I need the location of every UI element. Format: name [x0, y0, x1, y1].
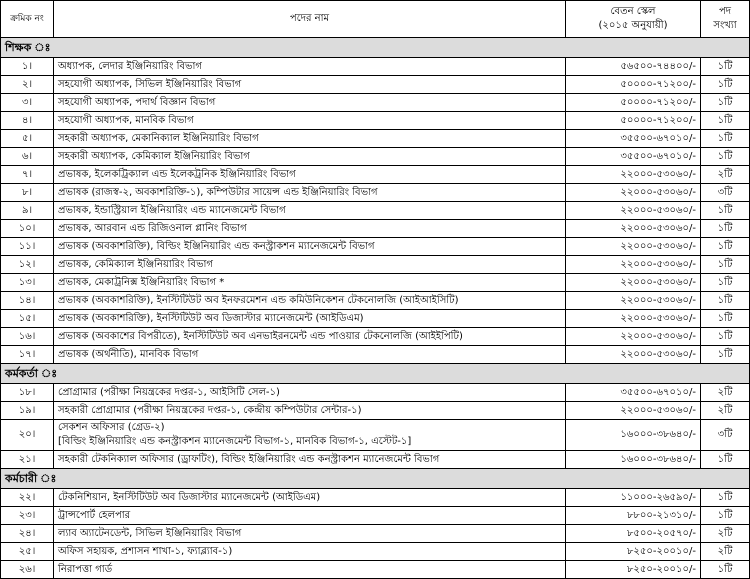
- post-count-cell: ১টি: [701, 507, 750, 525]
- post-count-cell: ৩টি: [701, 420, 750, 451]
- post-count-cell: ১টি: [701, 130, 750, 148]
- post-name-cell: সহকারী প্রোগ্রামার (পরীক্ষা নিয়ন্ত্রকের দপ্তর-১, কেন্দ্রীয় কম্পিউটার সেন্টার-১): [54, 402, 566, 420]
- table-row: [1, 220, 750, 238]
- post-count-cell: ২টি: [701, 543, 750, 561]
- table-row: [1, 451, 750, 469]
- post-count-cell: ২টি: [701, 525, 750, 543]
- pay-scale-cell: ৫০০০০-৭১২০০/-: [566, 94, 701, 112]
- serial-cell: ১০।: [1, 220, 54, 238]
- post-count-cell: ১টি: [701, 256, 750, 274]
- post-name-cell: সহযোগী অধ্যাপক, মানবিক বিভাগ: [54, 112, 566, 130]
- pay-scale-cell: ২২০০০-৫৩০৬০/-: [566, 292, 701, 310]
- post-name-cell: সহকারী অধ্যাপক, কেমিক্যাল ইঞ্জিনিয়ারিং বিভাগ: [54, 148, 566, 166]
- post-name-cell: সহকারী অধ্যাপক, মেকানিক্যাল ইঞ্জিনিয়ারিং বিভাগ: [54, 130, 566, 148]
- post-count-cell: ১টি: [701, 58, 750, 76]
- post-count-cell: ১টি: [701, 202, 750, 220]
- pay-scale-cell: ৮৮০০-২১৩১০/-: [566, 507, 701, 525]
- serial-cell: ১৫।: [1, 310, 54, 328]
- serial-cell: ১২।: [1, 256, 54, 274]
- table-row: [1, 58, 750, 76]
- serial-cell: ১৬।: [1, 328, 54, 346]
- post-count-cell: ২টি: [701, 166, 750, 184]
- pay-scale-cell: ২২০০০-৫৩০৬০/-: [566, 328, 701, 346]
- table-row: [1, 507, 750, 525]
- table-row: [1, 346, 750, 364]
- serial-cell: ১৪।: [1, 292, 54, 310]
- table-row: [1, 166, 750, 184]
- post-count-cell: ১টি: [701, 112, 750, 130]
- post-name-cell: ট্রান্সপোর্ট হেলপার: [54, 507, 566, 525]
- table-row: [1, 130, 750, 148]
- table-row: [1, 112, 750, 130]
- pay-scale-cell: ৮২৫০-২০০১০/-: [566, 561, 701, 579]
- post-name-cell: প্রভাষক (অবকাশের বিপরীতে), ইনস্টিটিউট অব এনভাইরনমেন্ট এন্ড পাওয়ার টেকনোলজি (আইইপিটি): [54, 328, 566, 346]
- header-pay-scale-line2: (২০১৫ অনুযায়ী): [598, 20, 668, 31]
- post-name-cell: অফিস সহায়ক, প্রশাসন শাখা-১, ফ্যাব্ল্যাব-১): [54, 543, 566, 561]
- table-row: [1, 76, 750, 94]
- pay-scale-cell: ২২০০০-৫৩০৬০/-: [566, 346, 701, 364]
- serial-cell: ২১।: [1, 451, 54, 469]
- table-row: [1, 94, 750, 112]
- pay-scale-cell: ৮৫০০-২০৫৭০/-: [566, 525, 701, 543]
- post-count-cell: ১টি: [701, 489, 750, 507]
- pay-scale-cell: ১৬০০০-৩৮৬৪০/-: [566, 451, 701, 469]
- serial-cell: ২৪।: [1, 525, 54, 543]
- pay-scale-cell: ২২০০০-৫৩০৬০/-: [566, 402, 701, 420]
- post-count-cell: ১টি: [701, 148, 750, 166]
- serial-cell: ২৬।: [1, 561, 54, 579]
- serial-cell: ৮।: [1, 184, 54, 202]
- serial-cell: ৭।: [1, 166, 54, 184]
- post-count-cell: ১টি: [701, 220, 750, 238]
- pay-scale-cell: ৩৫৫০০-৬৭০১০/-: [566, 148, 701, 166]
- serial-cell: ৯।: [1, 202, 54, 220]
- section-header-row: [1, 38, 750, 58]
- pay-scale-cell: ৩৫৫০০-৬৭০১০/-: [566, 384, 701, 402]
- header-pay-scale-line1: বেতন স্কেল: [610, 6, 656, 17]
- header-post-name: পদের নাম: [54, 1, 566, 38]
- header-serial: ক্রমিক নং: [1, 1, 54, 38]
- pay-scale-cell: ৫৬৫০০-৭৪৪০০/-: [566, 58, 701, 76]
- section-header-row: [1, 469, 750, 489]
- pay-scale-cell: ৫০০০০-৭১২০০/-: [566, 76, 701, 94]
- table-row: [1, 274, 750, 292]
- post-name-cell: প্রভাষক (রাজস্ব-২, অবকাশরিক্তি-১), কম্পিউটার সায়েন্স এন্ড ইঞ্জিনিয়ারিং বিভাগ: [54, 184, 566, 202]
- post-count-cell: ১টি: [701, 310, 750, 328]
- header-post-count-line2: সংখ্যা: [713, 20, 737, 31]
- post-name-line2: [বিল্ডিং ইঞ্জিনিয়ারিং এন্ড কনস্ট্রাকশন ম্যানেজমেন্ট বিভাগ-১, মানবিক বিভাগ-১, এস্টেট-১]: [58, 436, 412, 447]
- pay-scale-cell: ২২০০০-৫৩০৬০/-: [566, 220, 701, 238]
- post-count-cell: ২টি: [701, 402, 750, 420]
- post-count-cell: ১টি: [701, 292, 750, 310]
- serial-cell: ১১।: [1, 238, 54, 256]
- post-name-cell: প্রভাষক, ইন্ডাস্ট্রিয়াল ইঞ্জিনিয়ারিং এন্ড ম্যানেজমেন্ট বিভাগ: [54, 202, 566, 220]
- serial-cell: ২০।: [1, 420, 54, 451]
- post-name-cell: অধ্যাপক, লেদার ইঞ্জিনিয়ারিং বিভাগ: [54, 58, 566, 76]
- table-header-row: [1, 1, 750, 38]
- post-name-cell: প্রভাষক (অবকাশরিক্তি), ইনস্টিটিউট অব ইনফরমেশন এন্ড কমিউনিকেশন টেকনোলজি (আইআইসিটি): [54, 292, 566, 310]
- table-row: [1, 292, 750, 310]
- header-post-count: [701, 1, 750, 38]
- post-name-cell: সহকারী টেকনিক্যাল অফিসার (ড্রাফটিং), বিল্ডিং ইঞ্জিনিয়ারিং এন্ড কনস্ট্রাকশন ম্যানেজমেন্ট বিভাগ: [54, 451, 566, 469]
- pay-scale-cell: ১৬০০০-৩৮৬৪০/-: [566, 420, 701, 451]
- table-row: [1, 238, 750, 256]
- post-name-cell: টেকনিশিয়ান, ইনস্টিটিউট অব ডিজাস্টার ম্যানেজমেন্ট (আইডিএম): [54, 489, 566, 507]
- serial-cell: ১।: [1, 58, 54, 76]
- serial-cell: ৩।: [1, 94, 54, 112]
- post-count-cell: ১টি: [701, 274, 750, 292]
- table-row: [1, 525, 750, 543]
- table-row: [1, 256, 750, 274]
- post-count-cell: ১টি: [701, 238, 750, 256]
- section-title: কর্মকর্তা ঃ: [1, 364, 750, 384]
- post-name-cell: নিরাপত্তা গার্ড: [54, 561, 566, 579]
- serial-cell: ৫।: [1, 130, 54, 148]
- post-count-cell: ১টি: [701, 94, 750, 112]
- post-name-cell: প্রভাষক (অর্থনীতি), মানবিক বিভাগ: [54, 346, 566, 364]
- table-row: [1, 328, 750, 346]
- pay-scale-cell: ৫০০০০-৭১২০০/-: [566, 112, 701, 130]
- section-title: কর্মচারী ঃ: [1, 469, 750, 489]
- post-count-cell: ১টি: [701, 346, 750, 364]
- post-count-cell: ৩টি: [701, 184, 750, 202]
- post-name-cell: প্রভাষক, আরবান এন্ড রিজিওনাল প্লানিং বিভাগ: [54, 220, 566, 238]
- pay-scale-cell: ১১০০০-২৬৫৯০/-: [566, 489, 701, 507]
- section-header-row: [1, 364, 750, 384]
- serial-cell: ১৭।: [1, 346, 54, 364]
- table-row: [1, 489, 750, 507]
- table-row: [1, 402, 750, 420]
- table-row: [1, 148, 750, 166]
- serial-cell: ২২।: [1, 489, 54, 507]
- post-count-cell: ১টি: [701, 561, 750, 579]
- serial-cell: ২।: [1, 76, 54, 94]
- post-count-cell: ১টি: [701, 451, 750, 469]
- table-row: [1, 184, 750, 202]
- serial-cell: ৬।: [1, 148, 54, 166]
- serial-cell: ২৩।: [1, 507, 54, 525]
- table-row: [1, 310, 750, 328]
- table-row: [1, 561, 750, 579]
- post-name-cell: প্রভাষক, ইলেকট্রিক্যাল এন্ড ইলেকট্রনিক ইঞ্জিনিয়ারিং বিভাগ: [54, 166, 566, 184]
- post-name-cell: ল্যাব অ্যাটেনডেন্ট, সিভিল ইঞ্জিনিয়ারিং বিভাগ: [54, 525, 566, 543]
- post-name-cell: [54, 420, 566, 451]
- pay-scale-cell: ২২০০০-৫৩০৬০/-: [566, 184, 701, 202]
- serial-cell: ১৮।: [1, 384, 54, 402]
- post-name-cell: প্রোগ্রামার (পরীক্ষা নিয়ন্ত্রকের দপ্তর-১, আইসিটি সেল-১): [54, 384, 566, 402]
- post-count-cell: ২টি: [701, 384, 750, 402]
- header-post-count-line1: পদ: [718, 6, 732, 17]
- pay-scale-cell: ২২০০০-৫৩০৬০/-: [566, 274, 701, 292]
- table-row: [1, 420, 750, 451]
- section-title: শিক্ষক ঃ: [1, 38, 750, 58]
- serial-cell: ১৩।: [1, 274, 54, 292]
- post-count-cell: ১টি: [701, 76, 750, 94]
- table-row: [1, 384, 750, 402]
- serial-cell: ২৫।: [1, 543, 54, 561]
- post-name-cell: সহযোগী অধ্যাপক, সিভিল ইঞ্জিনিয়ারিং বিভাগ: [54, 76, 566, 94]
- post-name-cell: প্রভাষক, কেমিক্যাল ইঞ্জিনিয়ারিং বিভাগ: [54, 256, 566, 274]
- serial-cell: ১৯।: [1, 402, 54, 420]
- pay-scale-cell: ২২০০০-৫৩০৬০/-: [566, 202, 701, 220]
- header-pay-scale: [566, 1, 701, 38]
- post-count-cell: ১টি: [701, 328, 750, 346]
- post-name-cell: প্রভাষক (অবকাশরিক্তি), বিল্ডিং ইঞ্জিনিয়ারিং এন্ড কনস্ট্রাকশন ম্যানেজমেন্ট বিভাগ: [54, 238, 566, 256]
- pay-scale-cell: ২২০০০-৫৩০৬০/-: [566, 256, 701, 274]
- serial-cell: ৪।: [1, 112, 54, 130]
- table-row: [1, 543, 750, 561]
- table-body: [1, 38, 750, 579]
- pay-scale-cell: ২২০০০-৫৩০৬০/-: [566, 166, 701, 184]
- post-name-cell: প্রভাষক (অবকাশরিক্তি), ইনস্টিটিউট অব ডিজাস্টার ম্যানেজমেন্ট (আইডিএম): [54, 310, 566, 328]
- post-name-cell: সহযোগী অধ্যাপক, পদার্থ বিজ্ঞান বিভাগ: [54, 94, 566, 112]
- post-name-cell: প্রভাষক, মেকাট্রনিক্স ইঞ্জিনিয়ারিং বিভাগ *: [54, 274, 566, 292]
- post-name-line1: সেকশন অফিসার (গ্রেড-২): [58, 422, 165, 433]
- pay-scale-cell: ৩৫৫০০-৬৭০১০/-: [566, 130, 701, 148]
- pay-scale-cell: ৮২৫০-২০০১০/-: [566, 543, 701, 561]
- pay-scale-cell: ২২০০০-৫৩০৬০/-: [566, 310, 701, 328]
- pay-scale-cell: ২২০০০-৫৩০৬০/-: [566, 238, 701, 256]
- table-row: [1, 202, 750, 220]
